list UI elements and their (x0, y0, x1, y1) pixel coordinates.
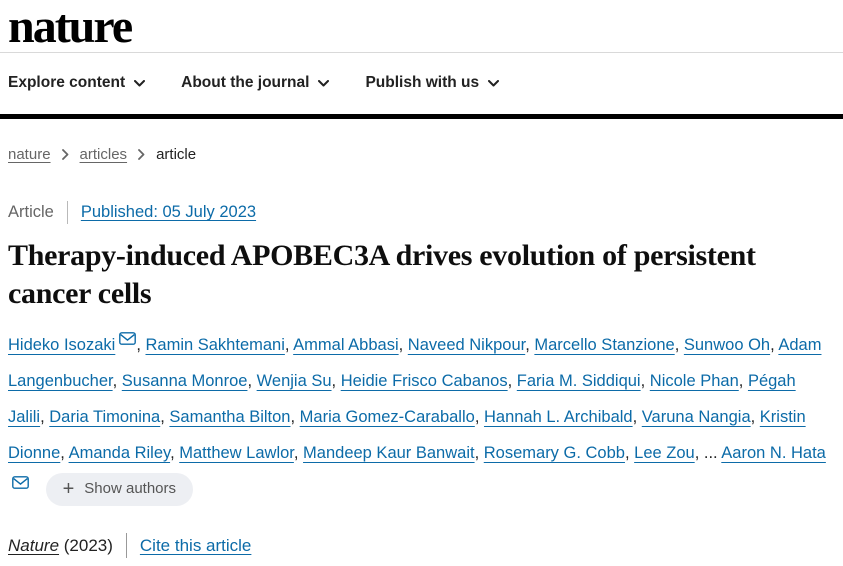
divider (126, 533, 127, 558)
envelope-icon (12, 476, 29, 489)
breadcrumb (0, 119, 843, 163)
nav-label: Publish with us (365, 74, 480, 91)
author-link-corresponding[interactable]: Aaron N. Hata (721, 444, 826, 462)
author-link[interactable]: Rosemary G. Cobb (483, 444, 625, 462)
nav-explore-content[interactable] (8, 74, 145, 92)
author-link[interactable]: Ammal Abbasi (293, 336, 399, 354)
divider (67, 201, 68, 224)
nature-logo[interactable]: nature (8, 0, 132, 53)
breadcrumb-link-articles[interactable]: articles (79, 146, 128, 163)
author-link[interactable]: Pégah Jalili (8, 372, 796, 426)
breadcrumb-link-nature[interactable]: nature (8, 146, 51, 163)
author-link[interactable]: Samantha Bilton (169, 408, 291, 426)
author-link[interactable]: Susanna Monroe (121, 372, 248, 390)
author-link[interactable]: Kristin Dionne (8, 408, 806, 462)
journal-citation (8, 536, 113, 556)
cite-this-article-link[interactable]: Cite this article (139, 535, 252, 555)
breadcrumb-current-article: article (156, 146, 197, 163)
author-link[interactable]: Marcello Stanzione (534, 336, 675, 354)
journal-link[interactable]: Nature (8, 535, 60, 555)
chevron-right-icon (138, 149, 145, 160)
article-meta (8, 201, 835, 224)
article-type-label: Article (8, 203, 54, 221)
page-title: Therapy-induced APOBEC3A drives evolution of persistent cancer cells (8, 239, 756, 310)
nav-publish-with-us[interactable] (365, 74, 499, 92)
envelope-icon (119, 332, 136, 345)
show-authors-label: Show authors (84, 480, 177, 498)
chevron-right-icon (62, 149, 69, 160)
author-link[interactable]: Heidie Frisco Cabanos (340, 372, 508, 390)
author-link[interactable]: Sunwoo Oh (683, 336, 771, 354)
nav-label: Explore content (8, 74, 126, 91)
main-nav (0, 53, 843, 114)
citation-row (8, 533, 835, 558)
chevron-down-icon (318, 80, 329, 87)
author-link[interactable]: Hannah L. Archibald (483, 408, 633, 426)
author-link[interactable]: Wenjia Su (256, 372, 332, 390)
author-link[interactable]: Hideko Isozaki (8, 336, 116, 354)
author-link[interactable]: Adam Langenbucher (8, 336, 822, 390)
author-link[interactable]: Varuna Nangia (641, 408, 751, 426)
site-header (0, 0, 843, 53)
nav-label: About the journal (181, 74, 310, 91)
author-link[interactable]: Mandeep Kaur Banwait (303, 444, 475, 462)
author-link[interactable]: Ramin Sakhtemani (145, 336, 285, 354)
author-list (8, 327, 835, 507)
published-date-link[interactable]: Published: 05 July 2023 (80, 203, 257, 221)
author-link[interactable]: Matthew Lawlor (179, 444, 294, 462)
chevron-down-icon (488, 80, 499, 87)
author-link[interactable]: Daria Timonina (49, 408, 161, 426)
nav-about-the-journal[interactable] (181, 74, 329, 92)
author-links: Hideko Isozaki , Ramin Sakhtemani, Ammal Abbasi, Naveed Nikpour, Marcello Stanzione, Sunwoo Oh, Adam Langenbucher, Susanna Monroe, Wenjia Su, Heidie Frisco Cabanos, Faria M. Siddiqui, Nicole Phan, Pégah Jalili, Daria Timonina, Samantha Bilton, Maria Gomez-Caraballo, Hannah L. Archibald, Varuna Nangia, Kristin Dionne, Amanda Riley, Matthew Lawlor, Mandeep Kaur Banwait, Rosemary G. Cobb, Lee Zou, ... Aaron N. Hata (8, 336, 826, 498)
author-link[interactable]: Naveed Nikpour (407, 336, 526, 354)
author-link[interactable]: Lee Zou (634, 444, 695, 462)
chevron-down-icon (134, 80, 145, 87)
author-link[interactable]: Amanda Riley (68, 444, 171, 462)
author-link[interactable]: Faria M. Siddiqui (516, 372, 641, 390)
plus-icon: + (62, 478, 75, 501)
citation-year: (2023) (63, 535, 113, 555)
author-link[interactable]: Maria Gomez-Caraballo (299, 408, 475, 426)
show-authors-button[interactable] (46, 473, 193, 506)
author-link[interactable]: Nicole Phan (649, 372, 739, 390)
